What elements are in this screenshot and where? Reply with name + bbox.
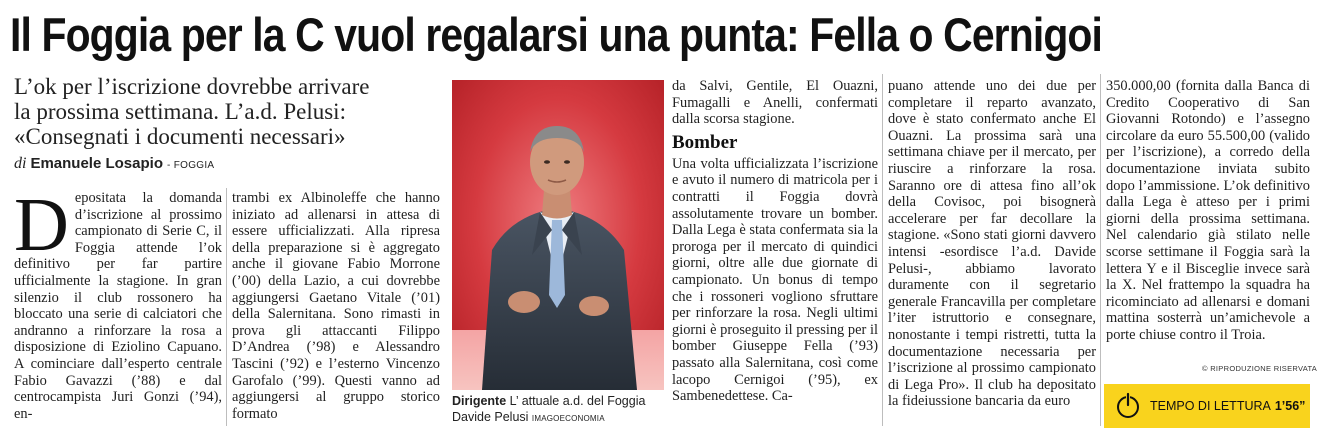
byline xyxy=(14,155,444,173)
byline-author: Emanuele Losapio xyxy=(30,155,163,172)
article-text: 350.000,00 (fornita dalla Banca di Credito Cooperativo di San Giovanni Rotondo) e l’assegno circolare da euro 55.500,00 (valido per l’iscrizione), a corredo della documentazione inviata subito dopo l’ammissione. L’ok definitivo dalla Lega è atteso per i primi giorni della prossima settimana. Nel calendario già stilato nelle scorse settimane il Foggia sarà la lettera Y e il Bisceglie invece sarà la X. Nel frattempo la squadra ha ricominciato ad allenarsi e domani mattina sosterrà un’amichevole a porte chiuse contro il Troia. xyxy=(1106,78,1310,343)
power-clock-icon xyxy=(1114,392,1142,420)
byline-location: - FOGGIA xyxy=(167,160,215,171)
photo-credit: IMAGOECONOMIA xyxy=(531,414,605,423)
caption-lead: Dirigente xyxy=(452,394,507,408)
column-divider xyxy=(882,74,883,426)
article-text: da Salvi, Gentile, El Ouazni, Fumagalli e Anelli, confermati dalla scorsa stagione. xyxy=(672,78,878,128)
photo-davide-pelusi xyxy=(452,80,664,390)
photo-caption xyxy=(452,393,667,427)
reading-time-box xyxy=(1104,384,1310,428)
article-text: trambi ex Albinoleffe che hanno iniziato ad allenarsi in attesa di essere ufficializzati. Alla ripresa della preparazione si è aggregato anche il giovane Fabio Morrone (’00) della Lazio, a cui dovrebbe aggiungersi Gaetano Vitale (’01) della Salernitana. Sono rimasti in prova gli attaccanti Filippo D’Andrea (’98) e Alessandro Tascini (’92) e l’esterno Vincenzo Garofalo (’99). Questi vanno ad aggiungersi al gruppo storico formato xyxy=(232,190,440,422)
article-text: epositata la domanda d’iscrizione al prossimo campionato di Serie C, il Foggia attende l’ok definitivo per far partire ufficialmente la stagione. In gran silenzio il club rossonero ha bloccato una serie di calciatori che andranno a rinforzare la rosa a disposizione di Eziolino Capuano. A cominciare dall’esperto centrale Fabio Gavazzi (’88) e dal centrocampista Juri Gonzi (’94), en- xyxy=(14,190,222,422)
article-column-1 xyxy=(14,183,222,422)
caption-text: L’ attuale a.d. del Foggia Davide Pelusi xyxy=(452,394,646,424)
subhead-line: «Consegnati i documenti necessari» xyxy=(14,124,346,149)
copyright-notice: © RIPRODUZIONE RISERVATA xyxy=(1202,364,1318,373)
article-column-5 xyxy=(1106,78,1310,344)
subhead xyxy=(14,74,444,149)
article-column-3 xyxy=(672,78,878,405)
reading-time-label: TEMPO DI LETTURA xyxy=(1150,399,1271,413)
subhead-line: la prossima settimana. L’a.d. Pelusi: xyxy=(14,99,346,124)
headline: Il Foggia per la C vuol regalarsi una punta: Fella o Cernigoi xyxy=(10,8,1103,61)
subhead-line: L’ok per l’iscrizione dovrebbe arrivare xyxy=(14,74,370,99)
section-heading: Bomber xyxy=(672,131,738,153)
portrait-illustration xyxy=(452,80,664,390)
article-text: Una volta ufficializzata l’iscrizione e avuto il numero di matricola per i contratti il Foggia dovrà assolutamente trovare un bomber. Dalla Lega è stata confermata sia la proroga per il mercato di quindici giorni, oltre alle due giornate di campionato. Un bonus di tempo che i rossoneri vogliono sfruttare per rinforzare la rosa. Negli ultimi giorni è proseguito il pressing per il bomber Giuseppe Fella (’93) passato alla Salernitana, così come lacopo Cernigoi (’95), ex Sambenedettese. Ca- xyxy=(672,155,878,405)
article-text: puano attende uno dei due per completare il reparto avanzato, dove è stato confermato anche El Ouazni. La prossima sarà una settimana chiave per il mercato, per riuscire a rinforzare la rosa. Saranno ore di attesa fino all’ok della Covisoc, poi bisognerà accelerare per far decollare la stagione. «Sono stati giorni davvero intensi -esordisce l’a.d. Davide Pelusi-, abbiamo lavorato duramente con il segretario generale Francavilla per completare l’iter istruttorio e consegnare, nonostante i tempi ristretti, tutta la documentazione necessaria per l’iscrizione al prossimo campionato di Lega Pro». Il club ha depositato la fideiussione bancaria da euro xyxy=(888,78,1096,410)
dropcap: D xyxy=(14,183,69,267)
column-divider xyxy=(1100,74,1101,426)
byline-prefix: di xyxy=(14,155,27,172)
column-divider xyxy=(226,188,227,426)
article-column-2 xyxy=(232,190,440,422)
article-column-4 xyxy=(888,78,1096,410)
reading-time-value: 1’56” xyxy=(1274,399,1306,413)
